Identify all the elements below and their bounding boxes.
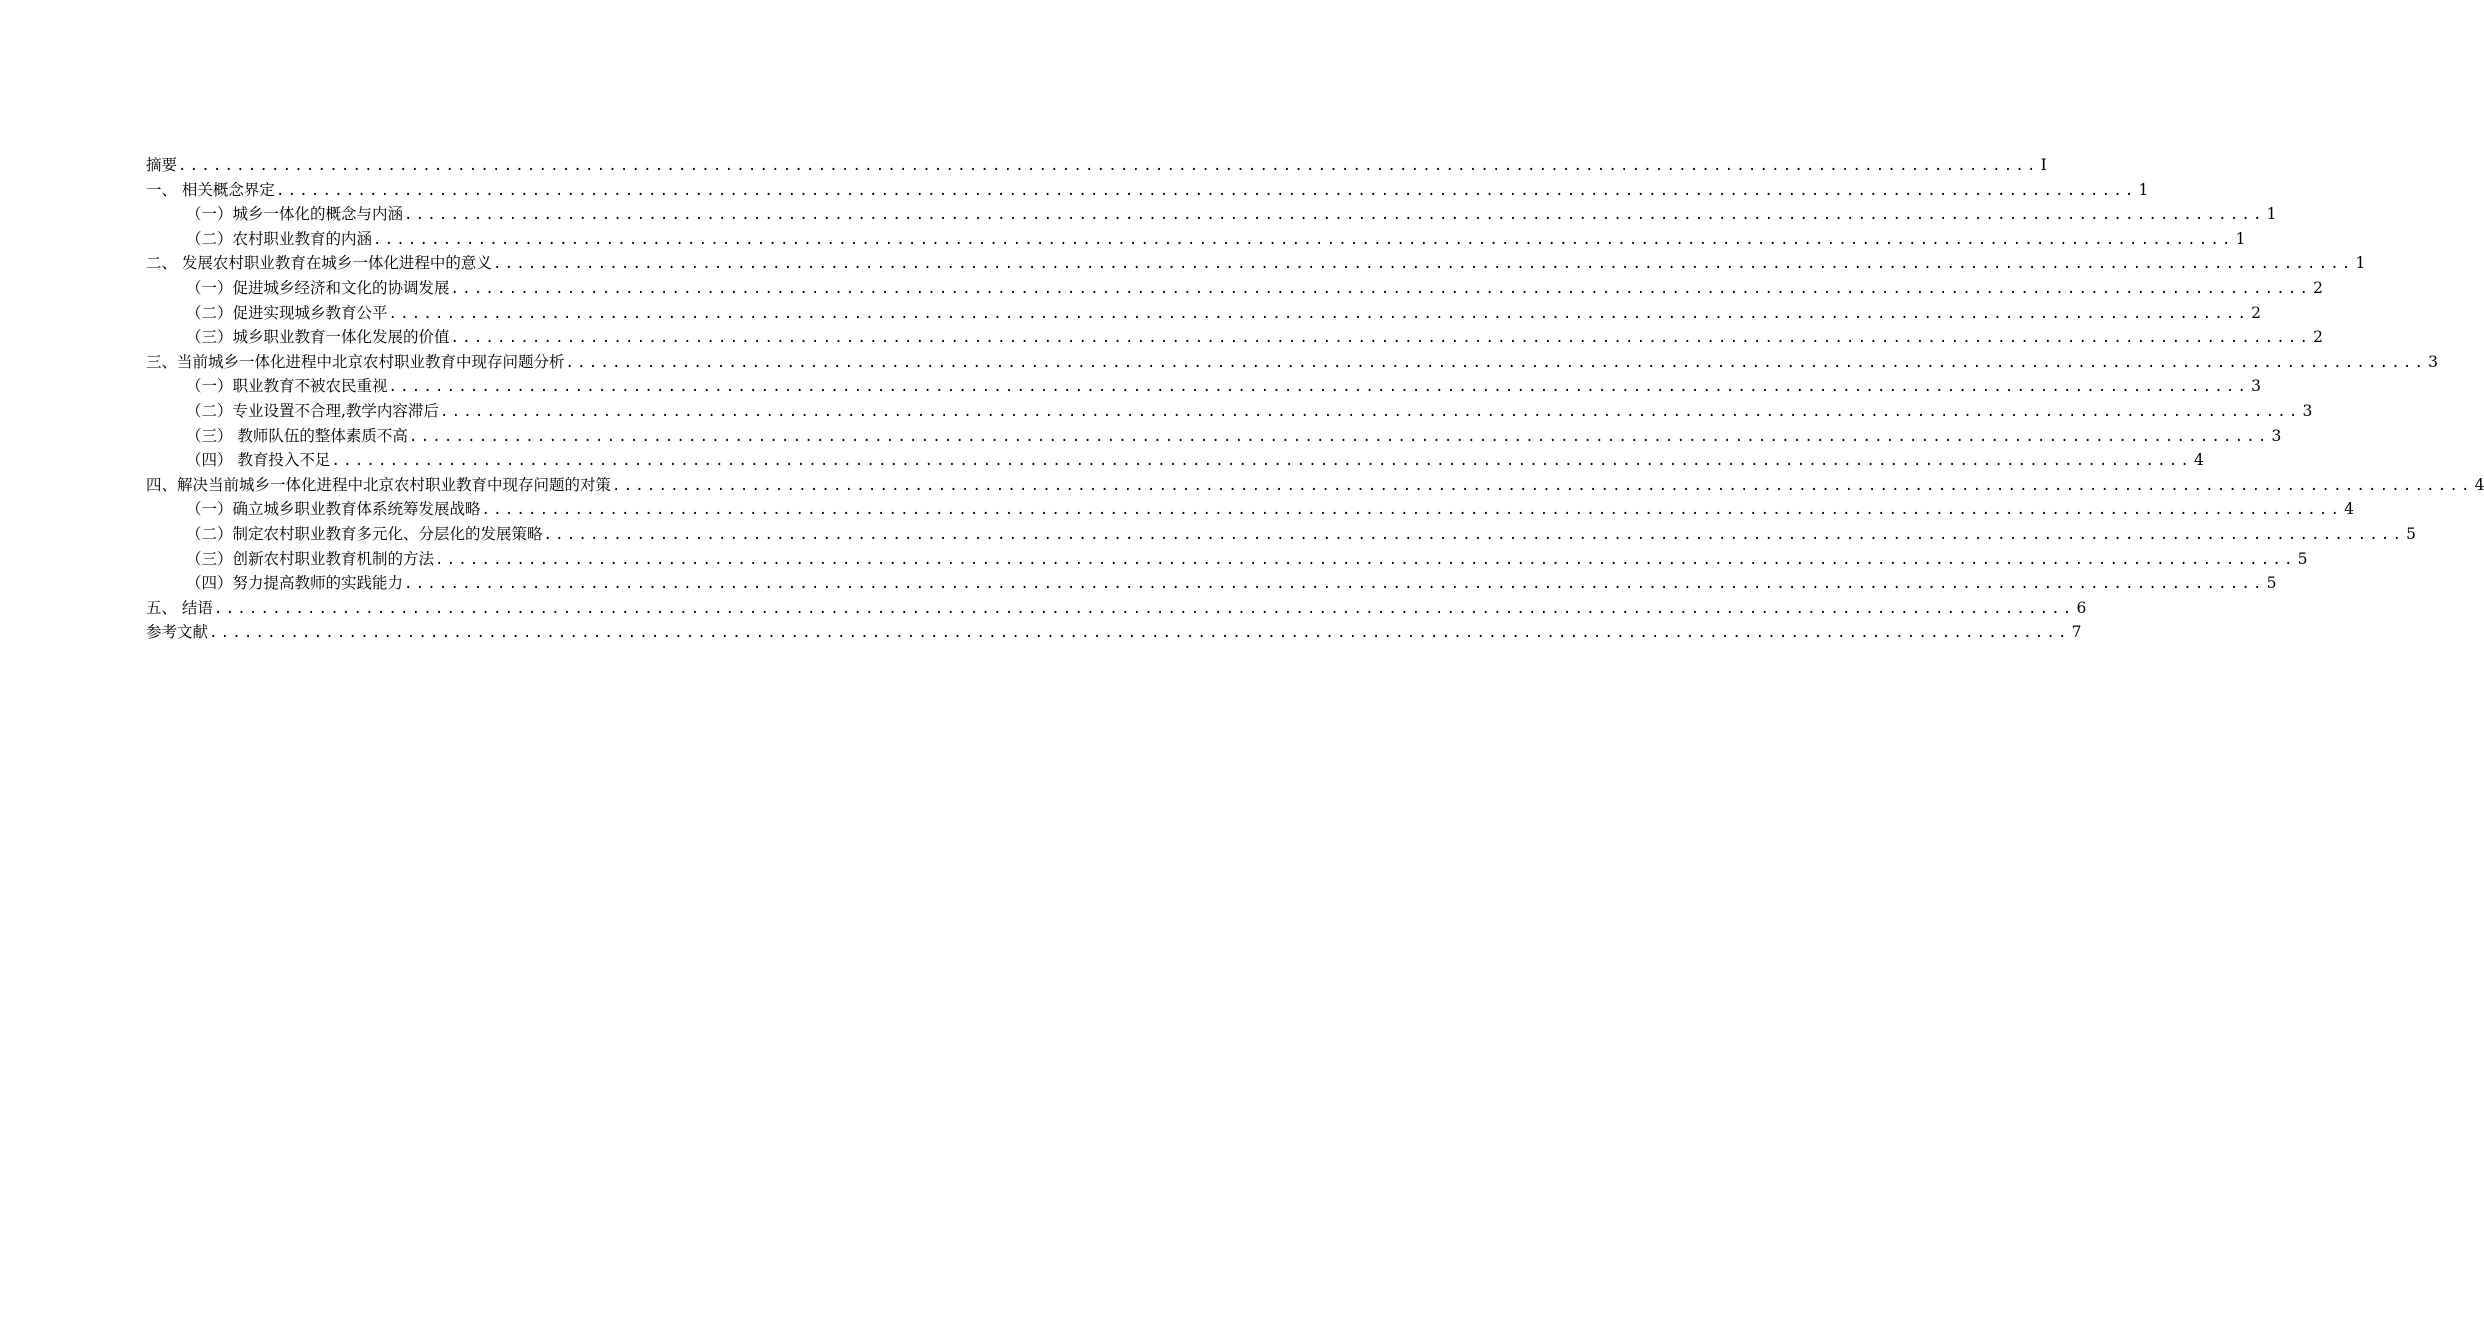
toc-entry-page: 4: [2474, 475, 2484, 494]
toc-leader-dots: ................................................................................................................................................................: [388, 379, 2250, 396]
toc-entry-page: 5: [2266, 574, 2277, 593]
toc-entry[interactable]: [146, 497, 2354, 522]
toc-entry-title: 二、 发展农村职业教育在城乡一体化进程中的意义: [146, 254, 492, 273]
toc-entry-title: 五、 结语: [146, 598, 213, 617]
toc-entry[interactable]: [146, 350, 2438, 375]
toc-entry-title: 三、当前城乡一体化进程中北京农村职业教育中现存问题分析: [146, 352, 565, 371]
toc-leader-dots: ................................................................................................................................................................: [439, 403, 2301, 420]
toc-entry-page: 1: [2355, 254, 2366, 273]
toc-entry-title: （三）创新农村职业教育机制的方法: [186, 549, 435, 568]
toc-entry-page: 1: [2266, 205, 2277, 224]
toc-entry-page: 5: [2297, 549, 2308, 568]
toc-entry-page: 3: [2428, 352, 2438, 371]
toc-leader-dots: ................................................................................................................................................................: [408, 428, 2270, 445]
toc-entry-page: 4: [2344, 500, 2354, 519]
toc-leader-dots: ................................................................................................................................................................: [450, 330, 2312, 347]
toc-entry[interactable]: [146, 596, 2087, 621]
toc-entry-page: 3: [2271, 426, 2282, 445]
toc-entry[interactable]: [146, 424, 2282, 449]
toc-entry[interactable]: [146, 178, 2149, 203]
toc-entry-title: （一）确立城乡职业教育体系统筹发展战略: [186, 500, 481, 519]
toc-leader-dots: ................................................................................................................................................................: [388, 305, 2250, 322]
toc-entry-page: I: [2040, 156, 2047, 174]
toc-entry-title: 四、解决当前城乡一体化进程中北京农村职业教育中现存问题的对策: [146, 475, 612, 494]
toc-entry-page: 2: [2313, 278, 2323, 297]
toc-entry-page: 2: [2251, 303, 2261, 322]
toc-leader-dots: ................................................................................................................................................................: [450, 280, 2312, 297]
toc-entry[interactable]: [146, 276, 2323, 301]
toc-entry-title: 一、 相关概念界定: [146, 180, 275, 199]
toc-entry-title: （三）城乡职业教育一体化发展的价值: [186, 328, 450, 347]
toc-entry[interactable]: [146, 571, 2277, 596]
toc-leader-dots: ................................................................................................................................................................: [373, 231, 2234, 248]
toc-entry-page: 1: [2138, 180, 2149, 199]
toc-entry-title: （三） 教师队伍的整体素质不高: [186, 426, 408, 445]
toc-leader-dots: ................................................................................................................................................................: [213, 600, 2075, 617]
toc-leader-dots: ................................................................................................................................................................: [275, 182, 2137, 199]
toc-leader-dots: ................................................................................................................................................................: [209, 625, 2070, 642]
toc-leader-dots: ................................................................................................................................................................: [178, 158, 2039, 174]
toc-entry[interactable]: [146, 227, 2246, 252]
toc-entry-page: 3: [2251, 377, 2261, 396]
toc-entry-title: （二）农村职业教育的内涵: [186, 229, 373, 248]
toc-leader-dots: ................................................................................................................................................................: [404, 207, 2265, 224]
toc-entry-title: （一）城乡一体化的概念与内涵: [186, 205, 404, 224]
table-of-contents: [146, 153, 2484, 645]
toc-leader-dots: ................................................................................................................................................................: [481, 502, 2343, 519]
toc-entry-page: 3: [2302, 401, 2313, 420]
toc-entry-page: 1: [2235, 229, 2246, 248]
toc-entry[interactable]: [146, 620, 2082, 645]
toc-entry-page: 6: [2076, 598, 2087, 617]
toc-leader-dots: ................................................................................................................................................................: [404, 576, 2265, 593]
toc-entry-page: 2: [2313, 328, 2323, 347]
toc-leader-dots: ................................................................................................................................................................: [331, 453, 2193, 470]
toc-entry[interactable]: [146, 153, 2047, 178]
toc-entry[interactable]: [146, 399, 2313, 424]
toc-entry-page: 5: [2406, 524, 2416, 543]
toc-entry[interactable]: [146, 301, 2261, 326]
toc-leader-dots: ................................................................................................................................................................: [565, 354, 2427, 371]
toc-entry[interactable]: [146, 473, 2484, 498]
toc-entry-page: 7: [2071, 623, 2082, 642]
toc-entry[interactable]: [146, 522, 2416, 547]
toc-entry-title: （四） 教育投入不足: [186, 451, 331, 470]
toc-entry[interactable]: [146, 448, 2204, 473]
toc-entry[interactable]: [146, 547, 2308, 572]
toc-entry-title: （四）努力提高教师的实践能力: [186, 574, 404, 593]
toc-entry-title: （一）促进城乡经济和文化的协调发展: [186, 278, 450, 297]
toc-entry-title: （二）专业设置不合理,教学内容滞后: [186, 401, 439, 420]
toc-entry-title: 摘要: [146, 156, 178, 174]
toc-entry-page: 4: [2194, 451, 2204, 470]
toc-leader-dots: ................................................................................................................................................................: [612, 477, 2473, 494]
toc-entry-title: （一）职业教育不被农民重视: [186, 377, 388, 396]
toc-entry[interactable]: [146, 374, 2261, 399]
toc-entry[interactable]: [146, 251, 2366, 276]
toc-entry[interactable]: [146, 325, 2323, 350]
toc-entry[interactable]: [146, 202, 2277, 227]
toc-entry-title: 参考文献: [146, 623, 209, 642]
toc-leader-dots: ................................................................................................................................................................: [435, 551, 2296, 568]
toc-leader-dots: ................................................................................................................................................................: [543, 526, 2405, 543]
toc-leader-dots: ................................................................................................................................................................: [492, 256, 2354, 273]
toc-entry-title: （二）促进实现城乡教育公平: [186, 303, 388, 322]
toc-entry-title: （二）制定农村职业教育多元化、分层化的发展策略: [186, 524, 543, 543]
